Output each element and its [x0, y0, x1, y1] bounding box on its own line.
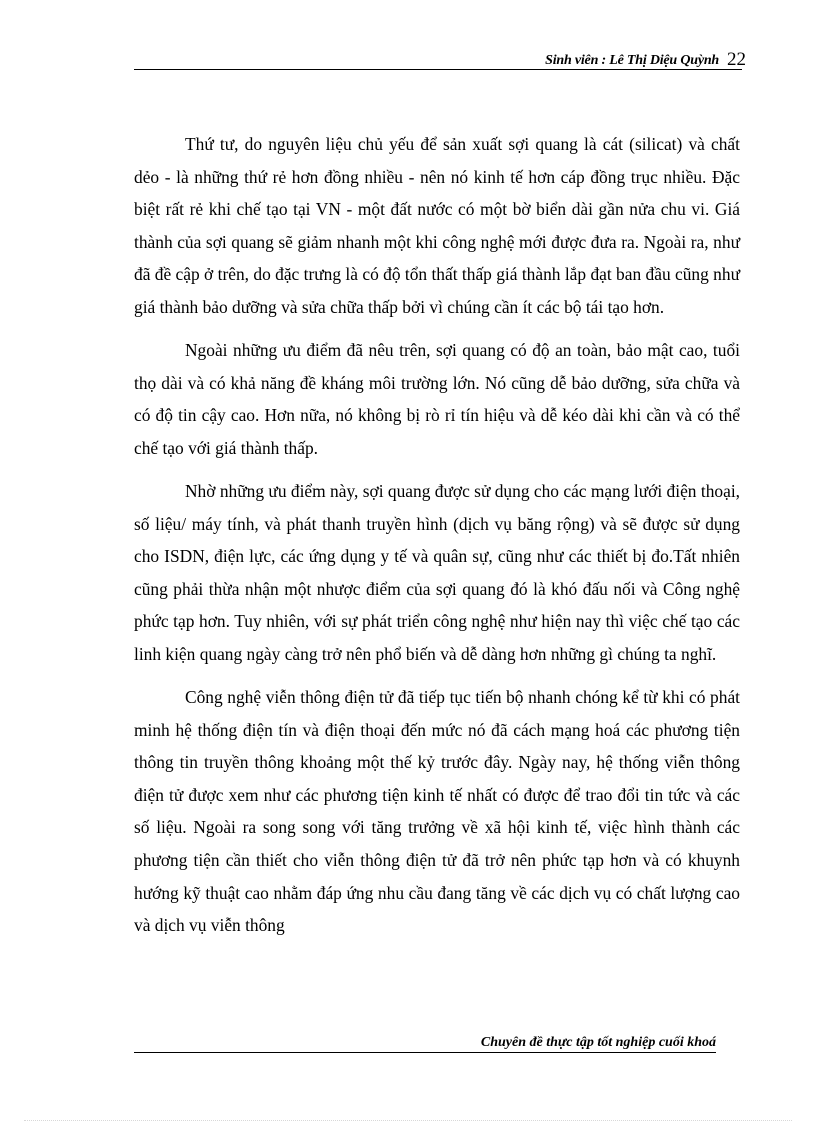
paragraph-3: Nhờ những ưu điểm này, sợi quang được sử dụng cho các mạng lưới điện thoại, số liệu/ máy tính, và phát thanh truyền hình (dịch vụ băng rộng) và sẽ được sử dụng cho ISDN, điện lực, các ứng dụng y tế và quân sự, cũng như các thiết bị đo.Tất nhiên cũng phải thừa nhận một nhược điểm của sợi quang đó là khó đấu nối và Công nghệ phức tạp hơn. Tuy nhiên, với sự phát triển công nghệ như hiện nay thì việc chế tạo các linh kiện quang ngày càng trở nên phổ biến và dễ dàng hơn những gì chúng ta nghĩ.: [134, 480, 740, 664]
student-name: Sinh viên : Lê Thị Diệu Quỳnh: [545, 53, 719, 68]
header-divider: [134, 69, 742, 70]
page-footer: Chuyên đề thực tập tốt nghiệp cuối khoá: [480, 1035, 716, 1050]
page-header: [134, 48, 746, 70]
page-bottom-edge: [24, 1120, 792, 1121]
footer-divider: [134, 1052, 716, 1053]
body-text: [134, 128, 740, 952]
header-line: [545, 48, 746, 70]
paragraph-1: Thứ tư, do nguyên liệu chủ yếu để sản xuất sợi quang là cát (silicat) và chất dẻo - là những thứ rẻ hơn đồng nhiều - nên nó kinh tế hơn cáp đồng trục nhiều. Đặc biệt rất rẻ khi chế tạo tại VN - một đất nước có một bờ biển dài gần nửa chu vi. Giá thành của sợi quang sẽ giảm nhanh một khi công nghệ mới được đưa ra. Ngoài ra, như đã đề cập ở trên, do đặc trưng là có độ tổn thất thấp giá thành lắp đạt ban đầu cũng như giá thành bảo dưỡng và sửa chữa thấp bởi vì chúng cần ít các bộ tái tạo hơn.: [134, 134, 740, 317]
paragraph-4: Công nghệ viễn thông điện tử đã tiếp tục tiến bộ nhanh chóng kể từ khi có phát minh hệ thống điện tín và điện thoại đến mức nó đã cách mạng hoá các phương tiện thông tin truyền thông khoảng một thế kỷ trước đây. Ngày nay, hệ thống viễn thông điện tử được xem như các phương tiện kinh tế nhất có được để trao đổi tin tức và các số liệu. Ngoài ra song song với tăng trưởng về xã hội kinh tế, việc hình thành các phương tiện cần thiết cho viễn thông điện tử đã trở nên phức tạp hơn và có khuynh hướng kỹ thuật cao nhằm đáp ứng nhu cầu đang tăng về các dịch vụ có chất lượng cao và dịch vụ viễn thông: [134, 687, 740, 936]
page-number: 22: [727, 49, 746, 70]
paragraph-2: Ngoài những ưu điểm đã nêu trên, sợi quang có độ an toàn, bảo mật cao, tuổi thọ dài và có khả năng đề kháng môi trường lớn. Nó cũng dễ bảo dưỡng, sửa chữa và có độ tin cậy cao. Hơn nữa, nó không bị rò rỉ tín hiệu và dễ kéo dài khi cần và có thể chế tạo với giá thành thấp.: [134, 340, 740, 458]
